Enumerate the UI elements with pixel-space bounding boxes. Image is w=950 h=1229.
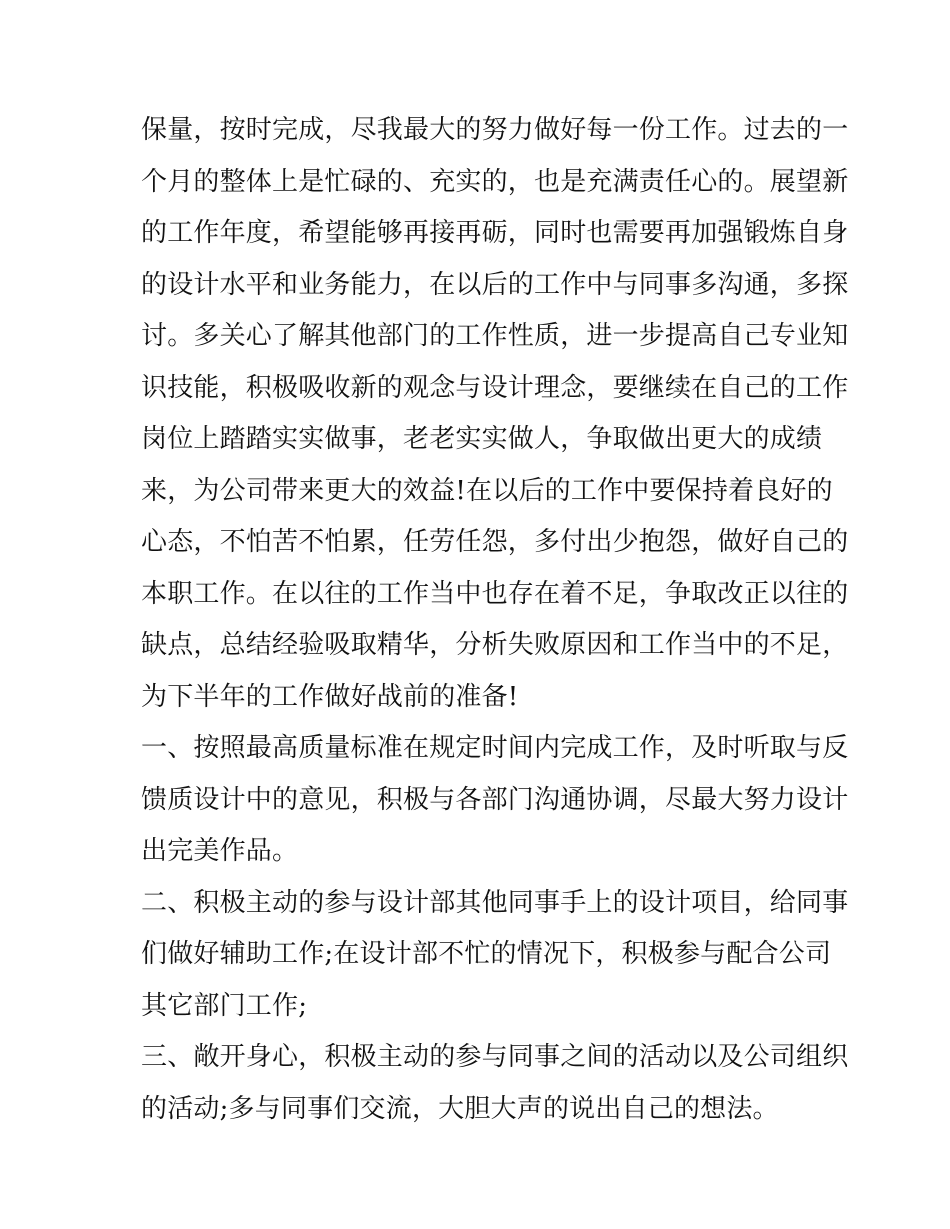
text-line: 心态，不怕苦不怕累，任劳任怨，多付出少抱怨，做好自己的 <box>141 527 849 557</box>
text-line: 本职工作。在以往的工作当中也存在着不足，争取改正以往的 <box>141 578 849 609</box>
text-line: 的工作年度，希望能够再接再砺，同时也需要再加强锻炼自身 <box>141 218 849 248</box>
text-line: 讨。多关心了解其他部门的工作性质，进一步提高自己专业知 <box>141 321 849 351</box>
list-item-line: 们做好辅助工作;在设计部不忙的情况下，积极参与配合公司 <box>141 939 832 969</box>
text-line: 缺点，总结经验吸取精华，分析失败原因和工作当中的不足， <box>141 630 849 660</box>
list-item-line: 一、按照最高质量标准在规定时间内完成工作，及时听取与反 <box>141 733 849 763</box>
list-item-line: 三、敞开身心，积极主动的参与同事之间的活动以及公司组织 <box>141 1042 849 1072</box>
text-line: 的设计水平和业务能力，在以后的工作中与同事多沟通，多探 <box>141 269 849 300</box>
text-line: 个月的整体上是忙碌的、充实的，也是充满责任心的。展望新 <box>141 166 849 197</box>
text-line: 岗位上踏踏实实做事，老老实实做人，争取做出更大的成绩 <box>141 424 823 454</box>
list-item-line: 的活动;多与同事们交流，大胆大声的说出自己的想法。 <box>141 1093 779 1124</box>
text-line: 为下半年的工作做好战前的准备! <box>141 681 519 712</box>
list-item-line: 二、积极主动的参与设计部其他同事手上的设计项目，给同事 <box>141 887 849 918</box>
text-line: 保量，按时完成，尽我最大的努力做好每一份工作。过去的一 <box>141 115 849 145</box>
text-line: 来，为公司带来更大的效益!在以后的工作中要保持着良好的 <box>141 475 833 506</box>
list-item-line: 其它部门工作; <box>141 990 308 1021</box>
list-item-line: 出完美作品。 <box>141 836 299 866</box>
text-line: 识技能，积极吸收新的观念与设计理念，要继续在自己的工作 <box>141 372 849 403</box>
document-body <box>141 105 849 1135</box>
list-item-line: 馈质设计中的意见，积极与各部门沟通协调，尽最大努力设计 <box>141 784 849 815</box>
